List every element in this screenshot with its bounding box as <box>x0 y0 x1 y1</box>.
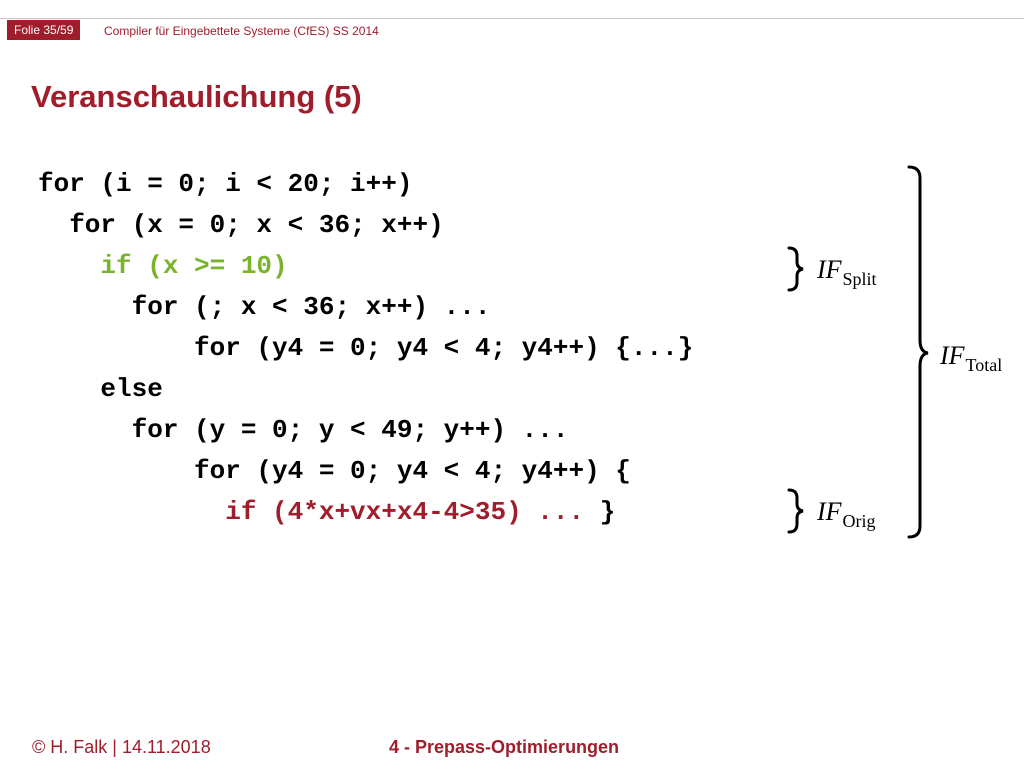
course-name: Compiler für Eingebettete Systeme (CfES) SS 2014 <box>104 24 379 38</box>
code-line-9-tail: } <box>584 497 616 527</box>
code-block <box>38 164 693 533</box>
label-if-split <box>817 255 877 287</box>
header-rule <box>0 18 1024 19</box>
code-line-8: for (y4 = 0; y4 < 4; y4++) { <box>38 456 631 486</box>
label-if-total-sub: Total <box>965 355 1003 375</box>
brace-split <box>789 248 803 290</box>
label-if-split-base: IF <box>817 255 842 284</box>
label-if-total-base: IF <box>940 341 965 370</box>
code-line-7: for (y = 0; y < 49; y++) ... <box>38 415 569 445</box>
code-line-2: for (x = 0; x < 36; x++) <box>38 210 444 240</box>
label-if-orig-base: IF <box>817 497 842 526</box>
label-if-split-sub: Split <box>842 269 877 289</box>
footer-author-date: © H. Falk | 14.11.2018 <box>32 737 211 757</box>
label-if-total <box>940 341 1002 373</box>
brace-orig <box>789 490 803 532</box>
code-line-5: for (y4 = 0; y4 < 4; y4++) {...} <box>38 333 694 363</box>
label-if-orig <box>817 497 876 529</box>
slide-header <box>0 18 1024 42</box>
code-line-1: for (i = 0; i < 20; i++) <box>38 169 413 199</box>
slide-title: Veranschaulichung (5) <box>31 79 362 114</box>
code-line-6: else <box>38 374 163 404</box>
footer-chapter: 4 - Prepass-Optimierungen <box>389 737 620 757</box>
code-line-4: for (; x < 36; x++) ... <box>38 292 491 322</box>
code-line-9 <box>38 492 693 533</box>
slide-counter: Folie 35/59 <box>7 20 80 40</box>
brace-total <box>909 167 928 537</box>
code-line-3: if (x >= 10) <box>38 251 288 281</box>
label-if-orig-sub: Orig <box>842 511 876 531</box>
code-line-9-main: if (4*x+vx+x4-4>35) ... <box>38 497 585 527</box>
